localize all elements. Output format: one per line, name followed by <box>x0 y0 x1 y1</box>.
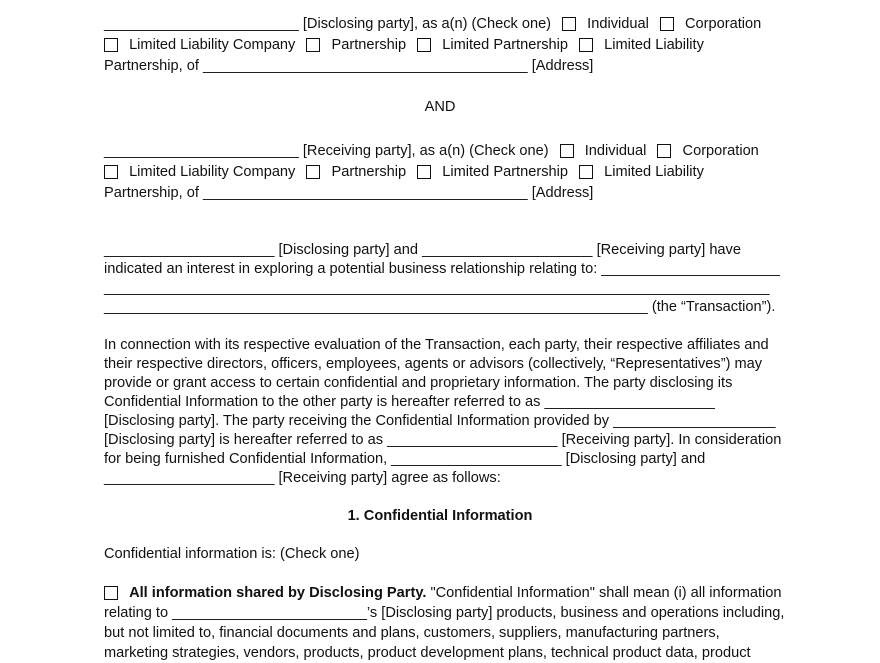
party1-llc-label: Limited Liability Company <box>129 37 296 53</box>
and-separator: AND <box>424 99 456 115</box>
option-all-line-3: marketing strategies, vendors, products, product development plans, technical product data, product <box>104 645 751 661</box>
party2-name-blank[interactable]: ________________________ <box>104 143 299 159</box>
party2-address-blank[interactable]: ________________________________________ <box>202 185 528 201</box>
party2-role-text: [Receiving party], as a(n) (Check one) <box>302 143 549 159</box>
party1-llp-label: Limited Liability <box>604 37 704 53</box>
party1-llc-checkbox[interactable] <box>104 38 118 52</box>
section1-heading: 1. Confidential Information <box>347 508 533 524</box>
party1-role-text: [Disclosing party], as a(n) (Check one) <box>302 16 552 32</box>
party2-lp-checkbox[interactable] <box>417 165 431 179</box>
party2-line1 <box>104 142 759 161</box>
intro-line-1: _____________________ [Disclosing party] and _____________________ [Receiving party] have <box>104 242 741 258</box>
party1-llp-label-cont: Partnership, of <box>104 58 199 74</box>
para2-line-5: [Disclosing party]. The party receiving the Confidential Information provided by ____________________ <box>104 413 776 429</box>
option-all-info-label: All information shared by Disclosing Party. <box>129 585 427 601</box>
party2-llp-label: Limited Liability <box>604 164 704 180</box>
option-all-line-1: relating to ________________________’s [Disclosing party] products, business and operations including, <box>104 605 785 621</box>
party2-line3 <box>104 184 593 203</box>
party1-individual-label: Individual <box>587 16 649 32</box>
party2-individual-label: Individual <box>584 143 647 159</box>
party2-llp-checkbox[interactable] <box>579 165 593 179</box>
party2-partnership-checkbox[interactable] <box>306 165 320 179</box>
party1-address-label: [Address] <box>531 58 594 74</box>
party1-line1 <box>104 15 761 34</box>
party1-partnership-checkbox[interactable] <box>306 38 320 52</box>
intro-line-3: __________________________________________________________________________________ <box>104 280 770 296</box>
intro-line-4: ___________________________________________________________________ (the “Transaction”). <box>104 299 776 315</box>
confidential-is-label: Confidential information is: (Check one) <box>104 546 360 562</box>
party2-line2 <box>104 163 704 182</box>
party1-lp-label: Limited Partnership <box>442 37 568 53</box>
option-all-info-text: "Confidential Information" shall mean (i) all information <box>426 585 782 601</box>
party2-llc-checkbox[interactable] <box>104 165 118 179</box>
para2-line-3: provide or grant access to certain confidential and proprietary information. The party disclosing its <box>104 375 733 391</box>
party1-lp-checkbox[interactable] <box>417 38 431 52</box>
option-all-info <box>104 584 782 603</box>
party2-llp-label-cont: Partnership, of <box>104 185 199 201</box>
party1-line2 <box>104 36 704 55</box>
party1-llp-checkbox[interactable] <box>579 38 593 52</box>
party1-name-blank[interactable]: ________________________ <box>104 16 299 32</box>
para2-line-4: Confidential Information to the other party is hereafter referred to as _____________________ <box>104 394 715 410</box>
para2-line-2: their respective directors, officers, employees, agents or advisors (collectively, “Representatives”) may <box>104 356 763 372</box>
party1-corporation-label: Corporation <box>684 16 762 32</box>
para2-line-8: _____________________ [Receiving party] agree as follows: <box>104 470 501 486</box>
party1-line3 <box>104 57 593 76</box>
party2-corporation-checkbox[interactable] <box>657 144 671 158</box>
option-all-info-checkbox[interactable] <box>104 586 118 600</box>
party1-address-blank[interactable]: ________________________________________ <box>202 58 528 74</box>
party2-partnership-label: Partnership <box>331 164 407 180</box>
party2-llc-label: Limited Liability Company <box>129 164 296 180</box>
para2-line-7: for being furnished Confidential Information, _____________________ [Disclosing party] and <box>104 451 706 467</box>
party2-address-label: [Address] <box>531 185 594 201</box>
party1-corporation-checkbox[interactable] <box>660 17 674 31</box>
party2-corporation-label: Corporation <box>682 143 759 159</box>
intro-line-2: indicated an interest in exploring a potential business relationship relating to: ______________________ <box>104 261 780 277</box>
party2-individual-checkbox[interactable] <box>560 144 574 158</box>
para2-line-1: In connection with its respective evaluation of the Transaction, each party, their respective affiliates and <box>104 337 769 353</box>
party1-partnership-label: Partnership <box>331 37 407 53</box>
para2-line-6: [Disclosing party] is hereafter referred to as _____________________ [Receiving party]. In consideration <box>104 432 782 448</box>
party1-individual-checkbox[interactable] <box>562 17 576 31</box>
party2-lp-label: Limited Partnership <box>442 164 568 180</box>
option-all-line-2: but not limited to, financial documents and plans, customers, suppliers, manufacturing partners, <box>104 625 720 641</box>
